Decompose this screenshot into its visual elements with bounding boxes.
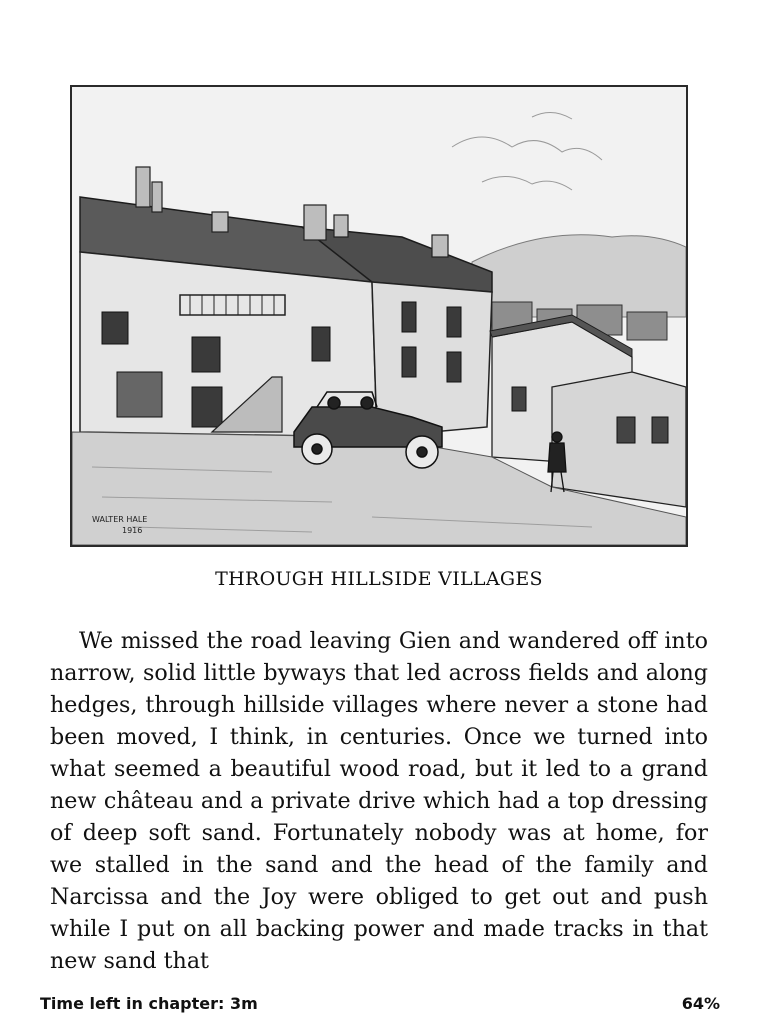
artist-signature-year: 1916: [122, 526, 143, 535]
village-street-drawing: [72, 87, 686, 545]
artist-signature: WALTER HALE: [92, 515, 148, 524]
illustration-caption: THROUGH HILLSIDE VILLAGES: [215, 568, 543, 590]
time-left-in-chapter: Time left in chapter: 3m: [40, 994, 258, 1013]
chapter-illustration: [70, 85, 688, 547]
reader-footer: [40, 994, 720, 1016]
reading-progress-percent: 64%: [681, 994, 720, 1013]
chapter-paragraph: We missed the road leaving Gien and wandered off into narrow, solid little byways that led across fields and along hedges, through hillside villages where never a stone had been moved, I think, in centuries. Once we turned into what seemed a beautiful wood road, but it led to a grand new château and a private drive which had a top dressing of deep soft sand. Fortunately nobody was at home, for we stalled in the sand and the head of the family and Narcissa and the Joy were obliged to get out and push while I put on all backing power and made tracks in that new sand that: [50, 628, 708, 974]
